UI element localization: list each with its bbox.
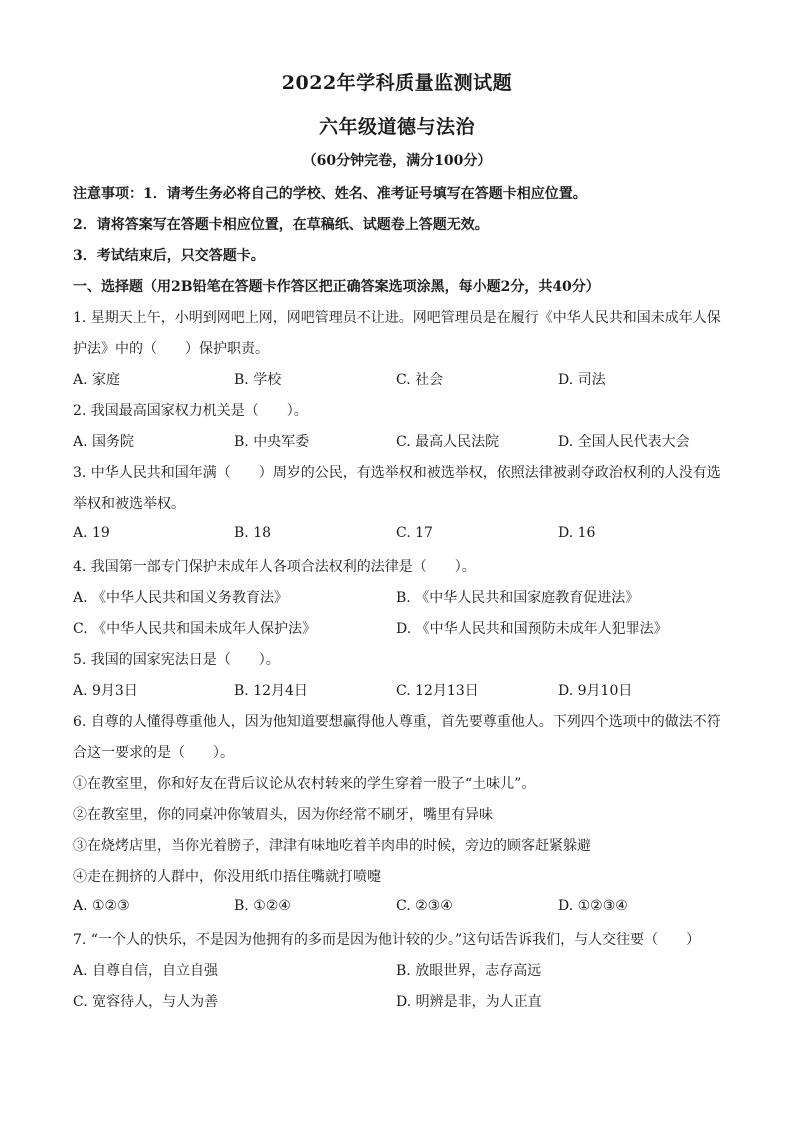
q7-option-d: D. 明辨是非，为人正直 [396, 994, 542, 1010]
q6-item-4: ④走在拥挤的人群中，你没用纸巾捂住嘴就打喷嚏 [73, 869, 381, 885]
q5-option-d: D. 9月10日 [558, 683, 633, 699]
exam-info: （60分钟完卷，满分100分） [302, 153, 492, 169]
q5-stem: 5. 我国的国家宪法日是（ ）。 [73, 652, 280, 668]
q5-option-a: A. 9月3日 [73, 683, 138, 699]
q2-option-b: B. 中央军委 [234, 434, 310, 450]
q4-option-a: A. 《中华人民共和国义务教育法》 [73, 590, 289, 606]
q6-stem-line-1: 6. 自尊的人懂得尊重他人，因为他知道要想赢得他人尊重，首先要尊重他人。下列四个选项中的做法不符 [73, 714, 721, 730]
q2-option-a: A. 国务院 [73, 434, 135, 450]
q7-option-b: B. 放眼世界，志存高远 [396, 963, 542, 979]
q4-option-b: B. 《中华人民共和国家庭教育促进法》 [396, 590, 640, 606]
exam-subject: 六年级道德与法治 [318, 116, 475, 138]
q1-option-a: A. 家庭 [73, 372, 121, 388]
q6-option-c: C. ②③④ [396, 898, 453, 914]
q1-stem-line-1: 1. 星期天上午，小明到网吧上网，网吧管理员不让进。网吧管理员是在履行《中华人民共和国未成年人保 [73, 310, 721, 326]
q7-option-c: C. 宽容待人，与人为善 [73, 994, 219, 1010]
q3-option-a: A. 19 [73, 525, 110, 541]
exam-title: 2022年学科质量监测试题 [281, 72, 513, 94]
q2-option-d: D. 全国人民代表大会 [558, 434, 690, 450]
q4-stem: 4. 我国第一部专门保护未成年人各项合法权利的法律是（ ）。 [73, 559, 476, 575]
q6-option-b: B. ①②④ [234, 898, 291, 914]
note-3: 3．考试结束后，只交答题卡。 [73, 248, 265, 264]
section-heading: 一、选择题（用2B铅笔在答题卡作答区把正确答案选项涂黑，每小题2分，共40分） [73, 279, 600, 295]
q3-stem-line-1: 3. 中华人民共和国年满（ ）周岁的公民，有选举权和被选举权，依照法律被剥夺政治权利的人没有选 [73, 465, 721, 481]
q6-option-a: A. ①②③ [73, 898, 130, 914]
q7-option-a: A. 自尊自信，自立自强 [73, 963, 219, 979]
q6-item-1: ①在教室里，你和好友在背后议论从农村转来的学生穿着一股子“土味儿”。 [73, 776, 536, 792]
q5-option-c: C. 12月13日 [396, 683, 479, 699]
q1-option-c: C. 社会 [396, 372, 444, 388]
q4-option-c: C. 《中华人民共和国未成年人保护法》 [73, 621, 317, 637]
note-2: 2．请将答案写在答题卡相应位置，在草稿纸、试题卷上答题无效。 [73, 217, 489, 233]
q6-option-d: D. ①②③④ [558, 898, 628, 914]
q1-option-d: D. 司法 [558, 372, 606, 388]
q5-option-b: B. 12月4日 [234, 683, 308, 699]
q6-stem-line-2: 合这一要求的是（ ）。 [73, 745, 234, 761]
q7-stem: 7. “一个人的快乐，不是因为他拥有的多而是因为他计较的少。”这句话告诉我们，与人交往要（ ） [73, 932, 701, 948]
note-1: 注意事项：1．请考生务必将自己的学校、姓名、准考证号填写在答题卡相应位置。 [73, 186, 587, 202]
q3-option-b: B. 18 [234, 525, 272, 541]
q3-stem-line-2: 举权和被选举权。 [73, 496, 185, 512]
q1-stem-line-2: 护法》中的（ ）保护职责。 [73, 341, 269, 357]
q2-option-c: C. 最高人民法院 [396, 434, 500, 450]
q6-item-2: ②在教室里，你的同桌冲你皱眉头，因为你经常不刷牙，嘴里有异味 [73, 807, 493, 823]
q2-stem: 2. 我国最高国家权力机关是（ ）。 [73, 403, 308, 419]
q3-option-c: C. 17 [396, 525, 433, 541]
q4-option-d: D. 《中华人民共和国预防未成年人犯罪法》 [396, 621, 668, 637]
q6-item-3: ③在烧烤店里，当你光着膀子，津津有味地吃着羊肉串的时候，旁边的顾客赶紧躲避 [73, 838, 591, 854]
q3-option-d: D. 16 [558, 525, 596, 541]
q1-option-b: B. 学校 [234, 372, 282, 388]
